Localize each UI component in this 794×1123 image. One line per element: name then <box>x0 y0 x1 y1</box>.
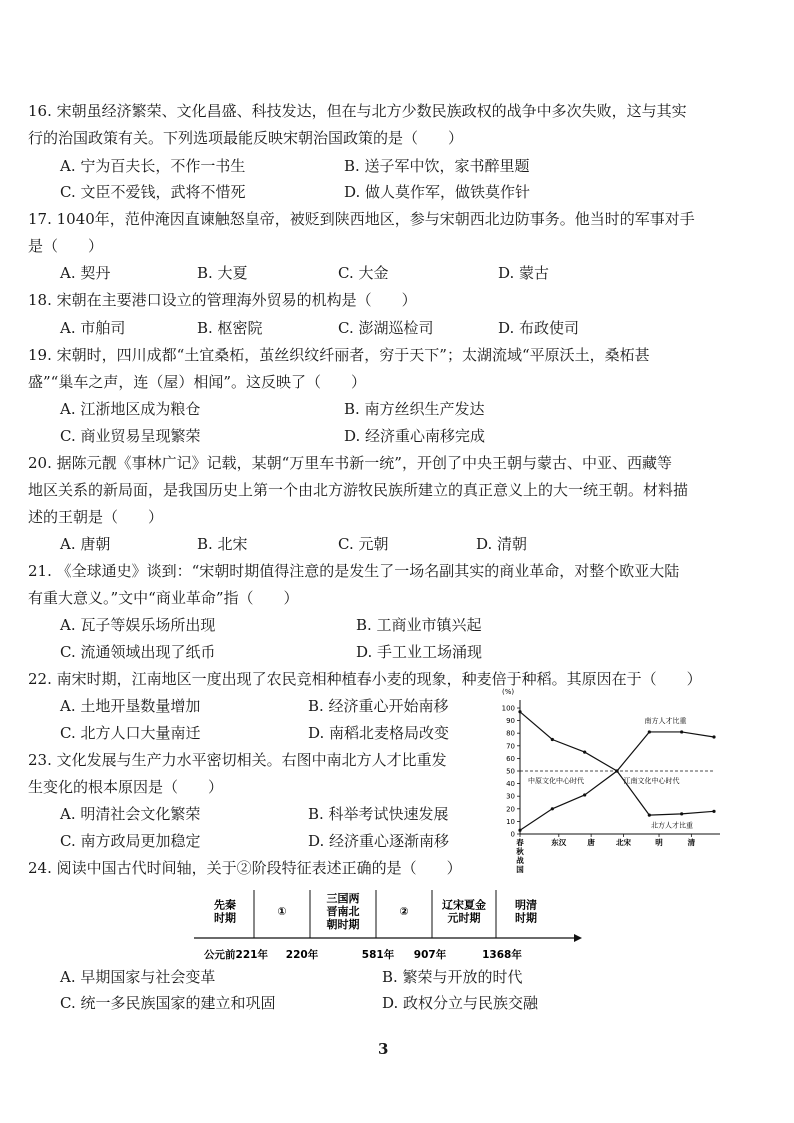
timeline-period-cell: 三国两晋南北朝时期 <box>326 892 360 931</box>
q19-option-c[interactable]: C. 商业贸易呈现繁荣 <box>60 427 201 445</box>
q19-option-d[interactable]: D. 经济重心南移完成 <box>344 427 486 445</box>
q19-stem-line1: 19. 宋朝时，四川成都“土宜桑柘，茧丝织纹纤丽者，穷于天下”；太湖流域“平原沃土，桑柘甚 <box>28 346 650 364</box>
x-tick-label: 北宋 <box>615 838 631 847</box>
q22-stem-line1: 22. 南宋时期，江南地区一度出现了农民竞相种植春小麦的现象，种麦倍于种稻。其原因在于（ ） <box>28 670 702 688</box>
north-series-point <box>615 769 618 772</box>
q23-option-d[interactable]: D. 经济重心逐渐南移 <box>308 832 450 850</box>
q23-stem-line1: 23. 文化发展与生产力水平密切相关。右图中南北方人才比重发 <box>28 751 447 769</box>
q21-option-d[interactable]: D. 手工业工场涌现 <box>356 643 483 661</box>
y-tick-label: 20 <box>506 805 515 814</box>
south-series-point <box>680 730 683 733</box>
q21-option-c[interactable]: C. 流通领域出现了纸币 <box>60 643 216 661</box>
timeline-period-cell: 先秦时期 <box>214 898 236 925</box>
q23-option-b[interactable]: B. 科举考试快速发展 <box>308 805 449 823</box>
q17-option-c[interactable]: C. 大金 <box>338 264 389 282</box>
q17-option-a[interactable]: A. 契丹 <box>60 264 111 282</box>
timeline-date-label: 581年 <box>361 949 395 961</box>
x-tick-label: 唐 <box>587 838 595 847</box>
q20-option-c[interactable]: C. 元朝 <box>338 535 389 553</box>
timeline-date-label: 220年 <box>285 949 319 961</box>
x-tick-label: 明 <box>655 838 663 847</box>
q24-stem-line1: 24. 阅读中国古代时间轴，关于②阶段特征表述正确的是（ ） <box>28 859 462 877</box>
q22-option-a[interactable]: A. 土地开垦数量增加 <box>60 697 201 715</box>
q20-option-d[interactable]: D. 清朝 <box>476 535 528 553</box>
x-tick-label: 东汉 <box>551 838 567 847</box>
q21-option-b[interactable]: B. 工商业市镇兴起 <box>356 616 482 634</box>
timeline-date-label: 公元前221年 <box>204 949 268 961</box>
y-tick-label: 60 <box>506 754 515 763</box>
q21-stem-line2: 有重大意义。”文中“商业革命”指（ ） <box>28 589 299 607</box>
north-series-point <box>518 710 521 713</box>
timeline-date-label: 1368年 <box>482 949 522 961</box>
timeline-arrow-head <box>574 934 582 942</box>
q16-option-a[interactable]: A. 宁为百夫长，不作一书生 <box>60 157 246 175</box>
q20-option-b[interactable]: B. 北宋 <box>197 535 248 553</box>
timeline-period-cell: ① <box>277 905 287 918</box>
timeline-period-cell: 辽宋夏金元时期 <box>442 898 486 925</box>
q19-option-a[interactable]: A. 江浙地区成为粮仓 <box>60 400 201 418</box>
south-series-point <box>712 735 715 738</box>
timeline-date-label: 907年 <box>413 949 447 961</box>
q20-stem-line2: 地区关系的新局面，是我国历史上第一个由北方游牧民族所建立的真正意义上的大一统王朝。材料描 <box>28 481 689 499</box>
q24-option-c[interactable]: C. 统一多民族国家的建立和巩固 <box>60 994 276 1012</box>
q18-option-b[interactable]: B. 枢密院 <box>197 319 263 337</box>
q17-stem-line2: 是（ ） <box>28 237 104 255</box>
north-series-point <box>583 751 586 754</box>
south-series-point <box>518 829 521 832</box>
y-tick-label: 10 <box>506 817 515 826</box>
q17-stem-line1: 17. 1040年，范仲淹因直谏触怒皇帝，被贬到陕西地区，参与宋朝西北边防事务。他当时的军事对手 <box>28 210 695 228</box>
q20-stem-line1: 20. 据陈元靓《事林广记》记载，某朝“万里车书新一统”，开创了中央王朝与蒙古、中亚、西藏等 <box>28 454 672 472</box>
y-tick-label: 40 <box>506 780 515 789</box>
y-tick-label: 70 <box>506 742 515 751</box>
q24-option-d[interactable]: D. 政权分立与民族交融 <box>382 994 539 1012</box>
talent-ratio-line-chart <box>488 684 738 884</box>
q23-option-a[interactable]: A. 明清社会文化繁荣 <box>60 805 201 823</box>
y-tick-label: 90 <box>506 717 515 726</box>
q24-option-a[interactable]: A. 早期国家与社会变革 <box>60 968 216 986</box>
q18-option-a[interactable]: A. 市舶司 <box>60 319 126 337</box>
north-series-line <box>520 712 714 815</box>
q23-stem-line2: 生变化的根本原因是（ ） <box>28 778 224 796</box>
y-tick-label: 50 <box>506 767 515 776</box>
annotation-central-plains: 中原文化中心时代 <box>528 777 584 785</box>
series-label-north: 北方人才比重 <box>650 821 693 830</box>
q16-option-d[interactable]: D. 做人莫作军，做铁莫作针 <box>344 183 531 201</box>
timeline-period-cell: 明清时期 <box>515 898 537 925</box>
y-tick-label: 80 <box>506 729 515 738</box>
north-series-point <box>712 810 715 813</box>
annotation-jiangnan: 江南文化中心时代 <box>623 777 680 785</box>
q21-option-a[interactable]: A. 瓦子等娱乐场所出现 <box>60 616 216 634</box>
y-tick-label: 0 <box>510 830 515 839</box>
q16-option-c[interactable]: C. 文臣不爱钱，武将不惜死 <box>60 183 246 201</box>
x-tick-label: 春秋战国 <box>516 838 524 874</box>
q18-stem-line1: 18. 宋朝在主要港口设立的管理海外贸易的机构是（ ） <box>28 291 417 309</box>
q19-option-b[interactable]: B. 南方丝织生产发达 <box>344 400 485 418</box>
q24-option-b[interactable]: B. 繁荣与开放的时代 <box>382 968 523 986</box>
q16-stem-line2: 行的治国政策有关。下列选项最能反映宋朝治国政策的是（ ） <box>28 129 464 147</box>
north-series-point <box>551 738 554 741</box>
q16-stem-line1: 16. 宋朝虽经济繁荣、文化昌盛、科技发达，但在与北方少数民族政权的战争中多次失败，这与其实 <box>28 102 687 120</box>
x-tick-label: 清 <box>687 838 696 847</box>
chinese-history-timeline <box>190 876 590 966</box>
y-axis-unit-label: (%) <box>502 688 515 696</box>
q16-option-b[interactable]: B. 送子军中饮，家书醉里题 <box>344 157 530 175</box>
q20-stem-line3: 述的王朝是（ ） <box>28 508 164 526</box>
q22-option-c[interactable]: C. 北方人口大量南迁 <box>60 724 201 742</box>
q22-option-b[interactable]: B. 经济重心开始南移 <box>308 697 449 715</box>
q21-stem-line1: 21. 《全球通史》谈到：“宋朝时期值得注意的是发生了一场名副其实的商业革命，对整个欧亚大陆 <box>28 562 680 580</box>
south-series-point <box>648 730 651 733</box>
timeline-period-cell: ② <box>399 905 409 918</box>
q18-option-c[interactable]: C. 澎湖巡检司 <box>338 319 434 337</box>
q20-option-a[interactable]: A. 唐朝 <box>60 535 111 553</box>
north-series-point <box>648 814 651 817</box>
q23-option-c[interactable]: C. 南方政局更加稳定 <box>60 832 201 850</box>
y-tick-label: 30 <box>506 792 515 801</box>
north-series-point <box>680 812 683 815</box>
y-tick-label: 100 <box>501 704 515 713</box>
series-label-south: 南方人才比重 <box>644 717 687 726</box>
q18-option-d[interactable]: D. 布政使司 <box>498 319 580 337</box>
q17-option-b[interactable]: B. 大夏 <box>197 264 248 282</box>
south-series-point <box>551 807 554 810</box>
south-series-point <box>583 793 586 796</box>
q17-option-d[interactable]: D. 蒙古 <box>498 264 550 282</box>
q19-stem-line2: 盛”“巢车之声，连（屋）相闻”。这反映了（ ） <box>28 373 367 391</box>
q22-option-d[interactable]: D. 南稻北麦格局改变 <box>308 724 450 742</box>
page-number: 3 <box>378 1040 389 1058</box>
